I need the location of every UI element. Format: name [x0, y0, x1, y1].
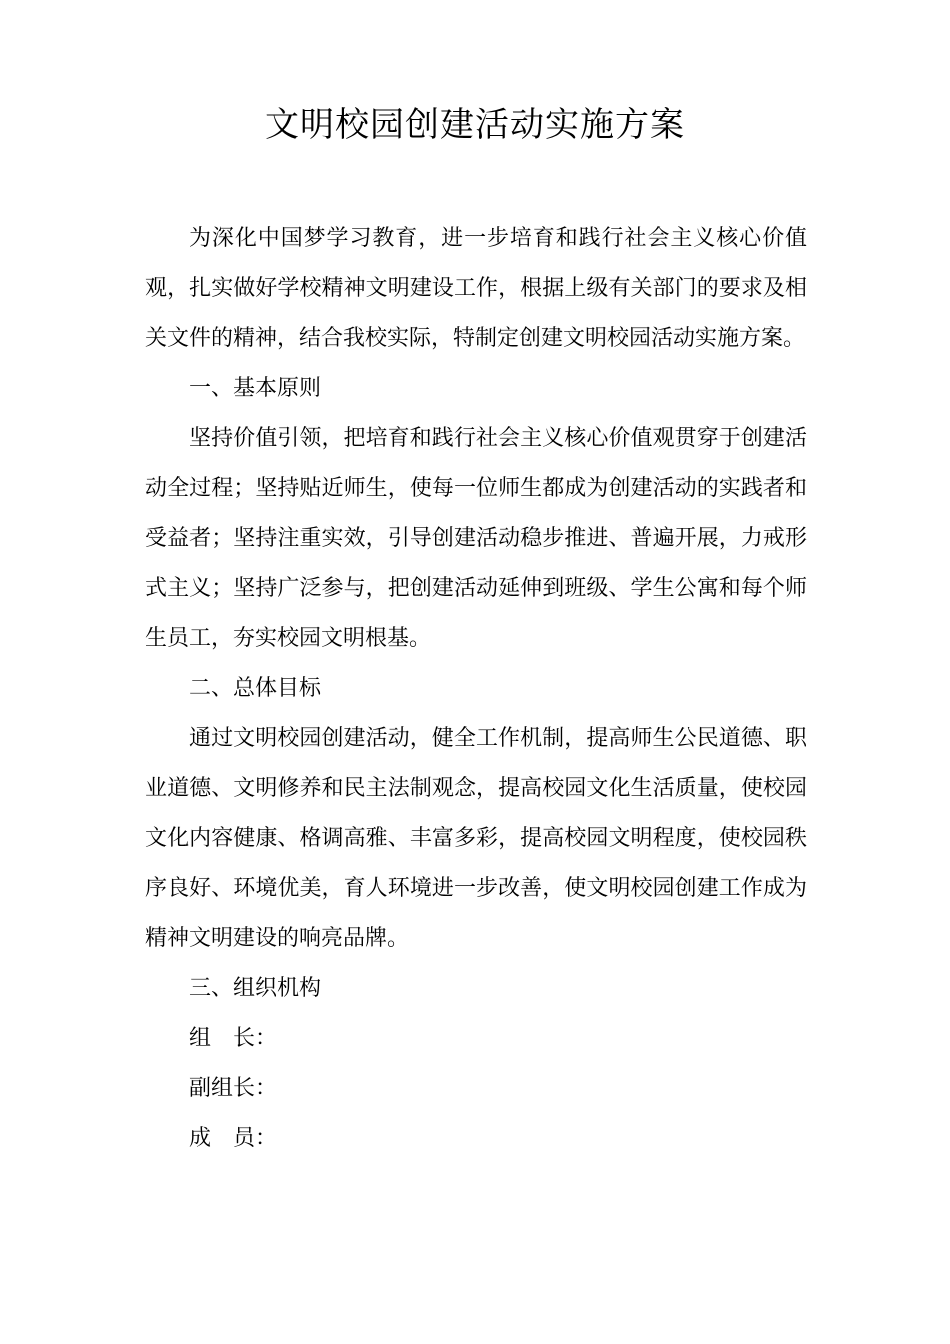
document-title: 文明校园创建活动实施方案 [265, 105, 685, 145]
role-leader: 组 长： [189, 1026, 278, 1051]
section-heading-organization: 三、组织机构 [189, 976, 322, 1001]
section-heading-principles: 一、基本原则 [189, 376, 322, 401]
role-members: 成 员： [189, 1126, 278, 1151]
section-body-principles: 坚持价值引领，把培育和践行社会主义核心价值观贯穿于创建活动全过程；坚持贴近师生，使每一位师生都成为创建活动的实践者和受益者；坚持注重实效，引导创建活动稳步推进、普遍开展，力戒形式主义；坚持广泛参与，把创建活动延伸到班级、学生公寓和每个师生员工，夯实校园文明根基。 [145, 426, 807, 651]
section-body-goals: 通过文明校园创建活动，健全工作机制，提高师生公民道德、职业道德、文明修养和民主法制观念，提高校园文化生活质量，使校园文化内容健康、格调高雅、丰富多彩，提高校园文明程度，使校园秩序良好、环境优美，育人环境进一步改善，使文明校园创建工作成为精神文明建设的响亮品牌。 [145, 726, 807, 951]
document-body [145, 214, 807, 1164]
intro-paragraph: 为深化中国梦学习教育，进一步培育和践行社会主义核心价值观，扎实做好学校精神文明建设工作，根据上级有关部门的要求及相关文件的精神，结合我校实际，特制定创建文明校园活动实施方案。 [145, 226, 807, 351]
section-heading-goals: 二、总体目标 [189, 676, 322, 701]
role-deputy-leader: 副组长： [189, 1076, 278, 1101]
